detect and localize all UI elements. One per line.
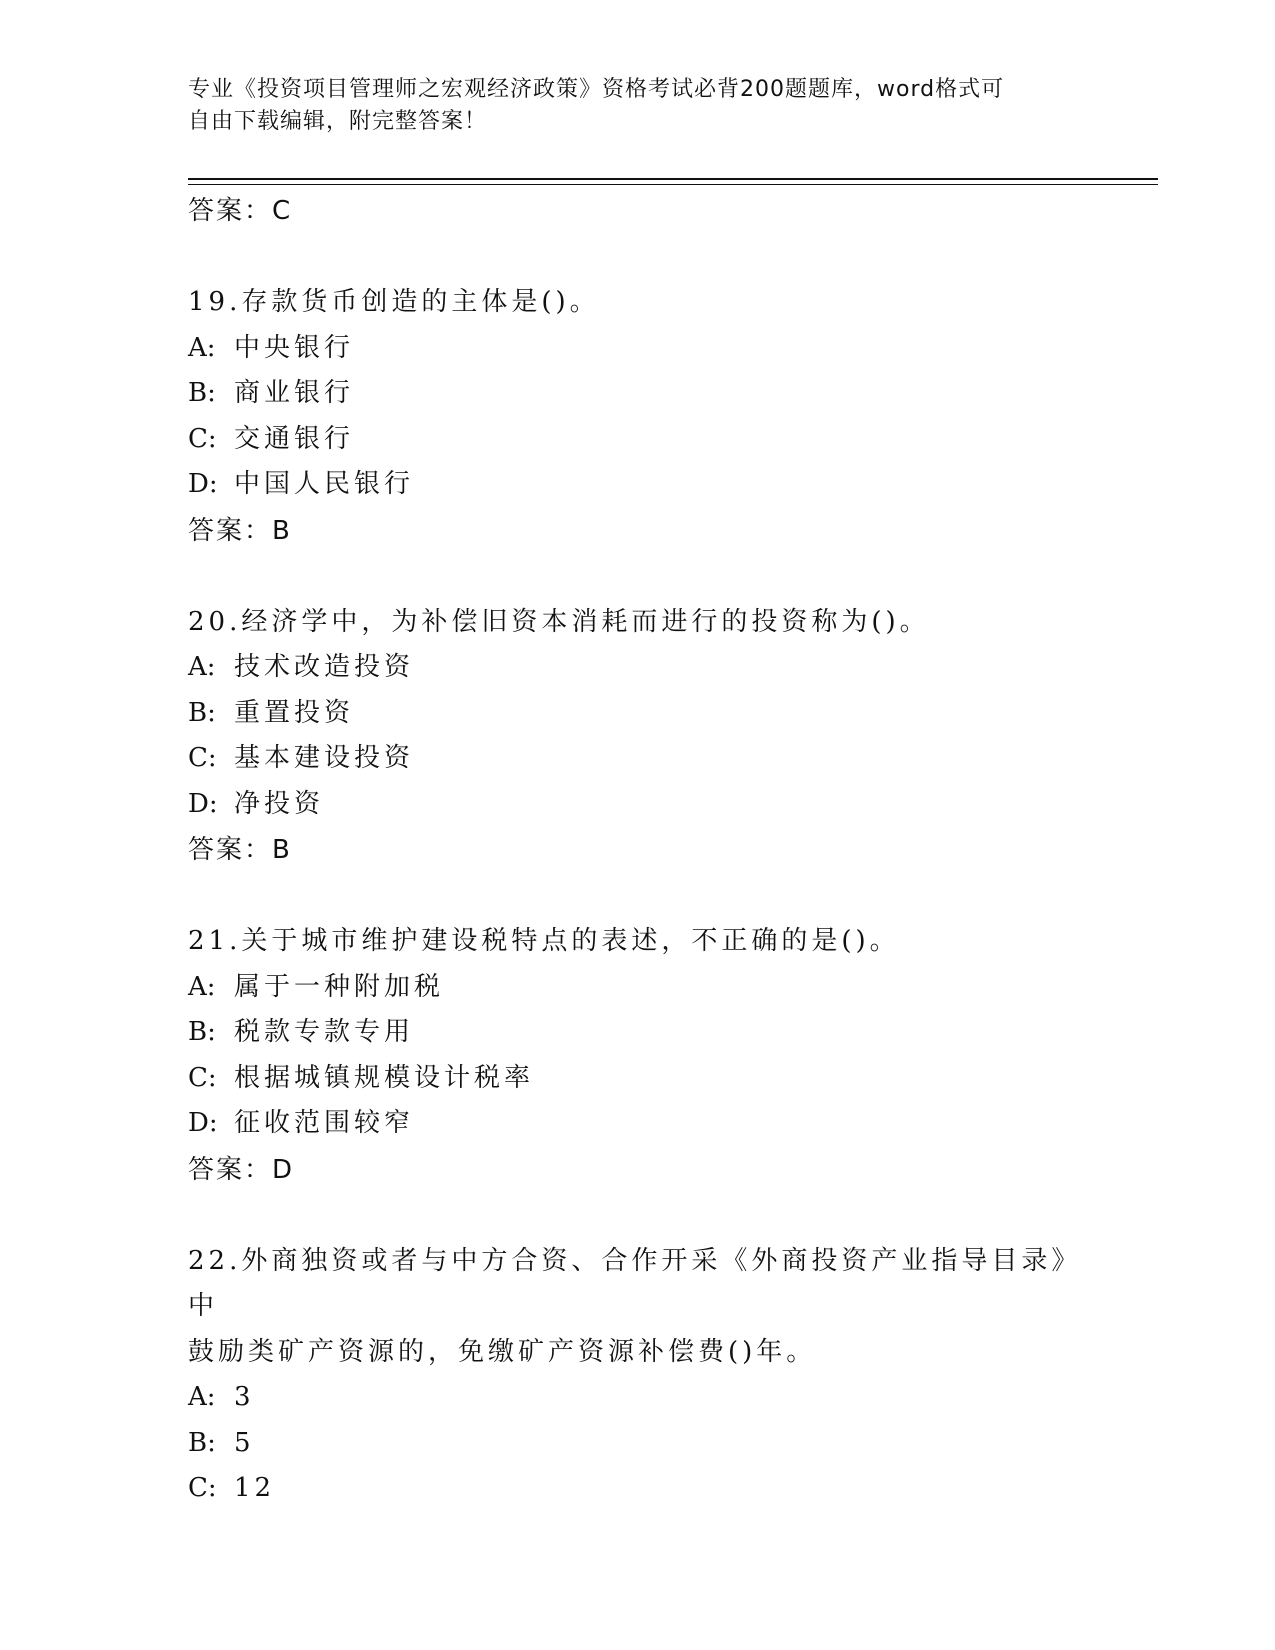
answer-line — [188, 508, 1088, 554]
question-text: 22.外商独资或者与中方合资、合作开采《外商投资产业指导目录》中 — [188, 1245, 1082, 1321]
answer-label: 答案： — [188, 835, 273, 865]
document-header — [188, 74, 1068, 138]
question-list — [188, 188, 1088, 1512]
option-text: 重置投资 — [234, 697, 355, 728]
option-a — [188, 326, 1088, 372]
header-line-2: 自由下载编辑，附完整答案！ — [188, 109, 488, 134]
option-key: D: — [188, 469, 218, 499]
answer-value: C — [272, 196, 291, 226]
option-key: B: — [188, 378, 216, 408]
option-text: 中国人民银行 — [234, 469, 415, 499]
option-c — [188, 417, 1088, 463]
option-key: B: — [188, 1017, 216, 1047]
option-key: B: — [188, 1427, 216, 1458]
option-text: 税款专款专用 — [234, 1017, 415, 1047]
answer-value: B — [272, 515, 290, 546]
option-text: 12 — [234, 1473, 276, 1503]
option-key: B: — [188, 697, 216, 728]
option-key: D: — [188, 1108, 218, 1138]
option-key: C: — [188, 423, 217, 454]
option-b — [188, 1421, 1088, 1467]
option-b — [188, 1010, 1088, 1056]
option-text: 属于一种附加税 — [234, 971, 445, 1002]
option-key: C: — [188, 1473, 217, 1503]
option-key: C: — [188, 1062, 217, 1093]
option-d — [188, 782, 1088, 828]
option-text: 净投资 — [234, 788, 325, 819]
option-c — [188, 1466, 1088, 1512]
question-item — [188, 919, 1088, 1193]
question-text: 19.存款货币创造的主体是()。 — [188, 287, 600, 317]
answer-label: 答案： — [188, 196, 273, 226]
option-text: 基本建设投资 — [234, 743, 415, 773]
question-item — [188, 600, 1088, 874]
answer-line — [188, 1147, 1088, 1193]
option-text: 技术改造投资 — [234, 652, 415, 682]
option-text: 商业银行 — [234, 378, 355, 408]
header-divider — [188, 178, 1158, 185]
option-a — [188, 965, 1088, 1011]
header-line-1: 专业《投资项目管理师之宏观经济政策》资格考试必背200题题库，word格式可 — [188, 77, 1005, 102]
option-key: A: — [188, 1382, 216, 1412]
option-key: C: — [188, 743, 217, 773]
question-text: 21.关于城市维护建设税特点的表述，不正确的是()。 — [188, 926, 900, 956]
question-item — [188, 280, 1088, 554]
option-d — [188, 462, 1088, 508]
answer-label: 答案： — [188, 1154, 273, 1185]
option-c — [188, 1056, 1088, 1102]
option-a — [188, 1375, 1088, 1421]
option-c — [188, 736, 1088, 782]
option-key: D: — [188, 788, 218, 819]
option-a — [188, 645, 1088, 691]
option-key: A: — [188, 332, 216, 363]
question-text-continued: 鼓励类矿产资源的，免缴矿产资源补偿费()年。 — [188, 1336, 817, 1367]
option-text: 征收范围较窄 — [234, 1108, 415, 1138]
option-text: 交通银行 — [234, 423, 355, 454]
option-text: 中央银行 — [234, 332, 355, 363]
question-item — [188, 1239, 1088, 1512]
option-b — [188, 691, 1088, 737]
answer-value: B — [272, 835, 290, 865]
option-key: A: — [188, 971, 216, 1002]
answer-line — [188, 827, 1088, 873]
option-text: 3 — [234, 1382, 255, 1412]
answer-line — [188, 188, 1088, 234]
question-text: 20.经济学中，为补偿旧资本消耗而进行的投资称为()。 — [188, 606, 930, 637]
option-text: 5 — [234, 1427, 255, 1458]
option-b — [188, 371, 1088, 417]
option-key: A: — [188, 652, 216, 682]
answer-value: D — [272, 1154, 293, 1185]
option-text: 根据城镇规模设计税率 — [234, 1062, 535, 1093]
option-d — [188, 1101, 1088, 1147]
answer-label: 答案： — [188, 515, 273, 546]
